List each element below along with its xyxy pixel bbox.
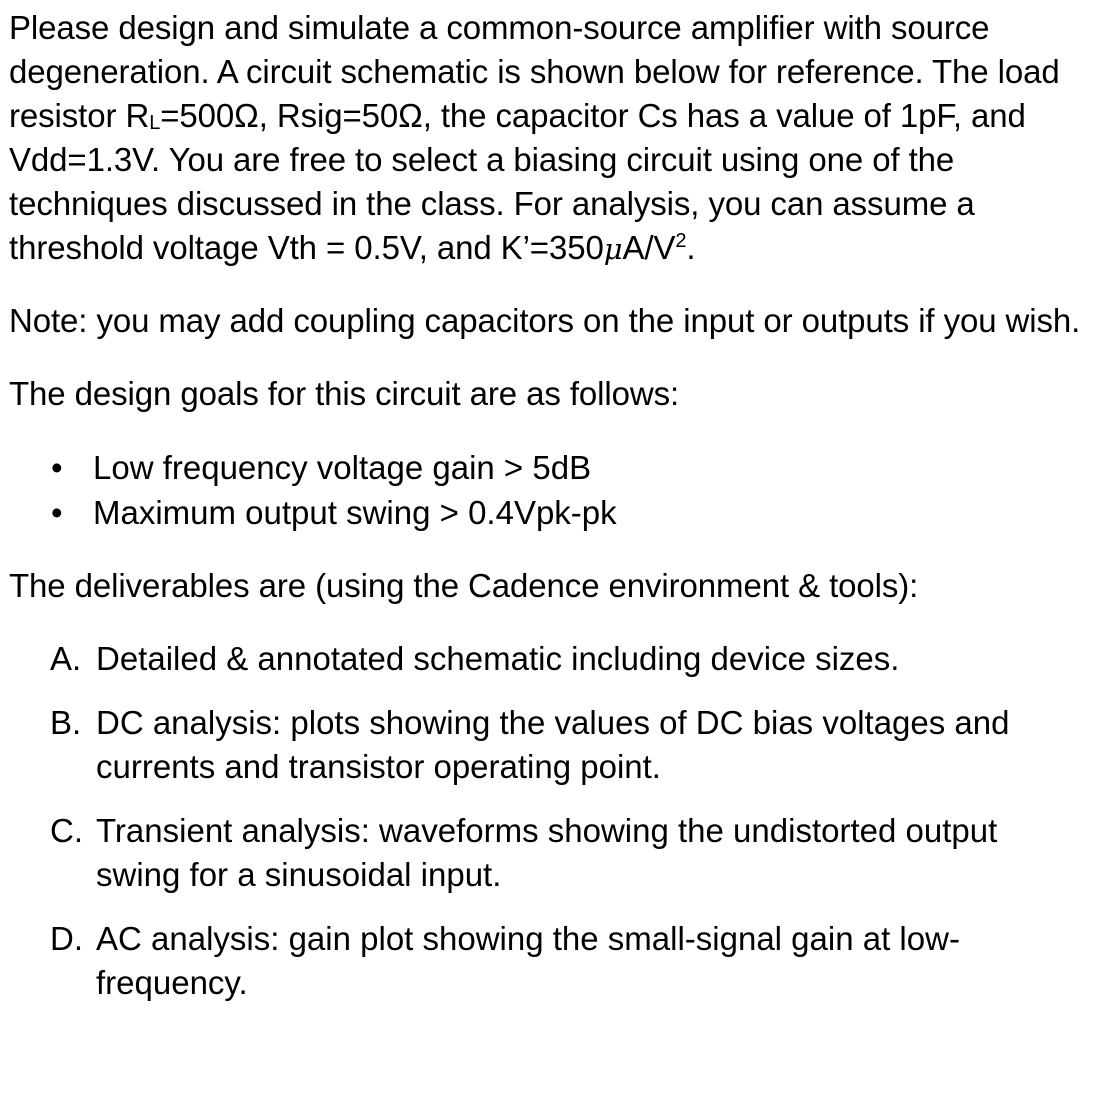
mu-symbol: μ (603, 232, 623, 266)
deliverables-heading: The deliverables are (using the Cadence environment & tools): (9, 567, 919, 604)
list-item (9, 809, 1081, 897)
list-item (9, 637, 1096, 681)
item-letter: C. (50, 812, 83, 849)
list-item (9, 701, 1081, 789)
intro-text-1: Please design and simulate a common-source amplifier with source degeneration. A circuit schematic is shown below for reference. The load resistor R (9, 9, 1060, 134)
list-item (9, 490, 1112, 535)
deliverable-text: Transient analysis: waveforms showing the undistorted output swing for a sinusoidal input. (96, 812, 998, 893)
intro-text-2: =500Ω, Rsig=50Ω, the capacitor Cs has a value of 1pF, and Vdd=1.3V. You are free to select a biasing circuit using one of the techniques discussed in the class. For analysis, you can assume a threshold voltage Vth = 0.5V, and K’=350 (9, 97, 1026, 266)
deliverables-list (9, 637, 1112, 1005)
deliverable-text: AC analysis: gain plot showing the small-signal gain at low-frequency. (96, 920, 960, 1001)
bullet-icon: • (51, 449, 63, 486)
intro-text-3: A/V (622, 229, 676, 266)
goal-text: Low frequency voltage gain > 5dB (93, 449, 592, 486)
intro-paragraph (9, 6, 1111, 271)
goal-text: Maximum output swing > 0.4Vpk-pk (93, 494, 617, 531)
rl-subscript: L (149, 112, 161, 134)
item-letter: B. (50, 704, 82, 741)
bullet-icon: • (51, 494, 63, 531)
list-item (9, 445, 1112, 490)
list-item (9, 917, 1081, 1005)
item-letter: A. (50, 640, 82, 677)
intro-text-4: . (686, 229, 696, 266)
deliverable-text: Detailed & annotated schematic including device sizes. (96, 640, 900, 677)
squared-superscript: 2 (675, 230, 687, 252)
note-paragraph: Note: you may add coupling capacitors on the input or outputs if you wish. (9, 302, 1081, 339)
design-goals-heading: The design goals for this circuit are as follows: (9, 375, 680, 412)
item-letter: D. (50, 920, 83, 957)
design-goals-list (9, 445, 1112, 535)
deliverable-text: DC analysis: plots showing the values of DC bias voltages and currents and transistor operating point. (96, 704, 1010, 785)
